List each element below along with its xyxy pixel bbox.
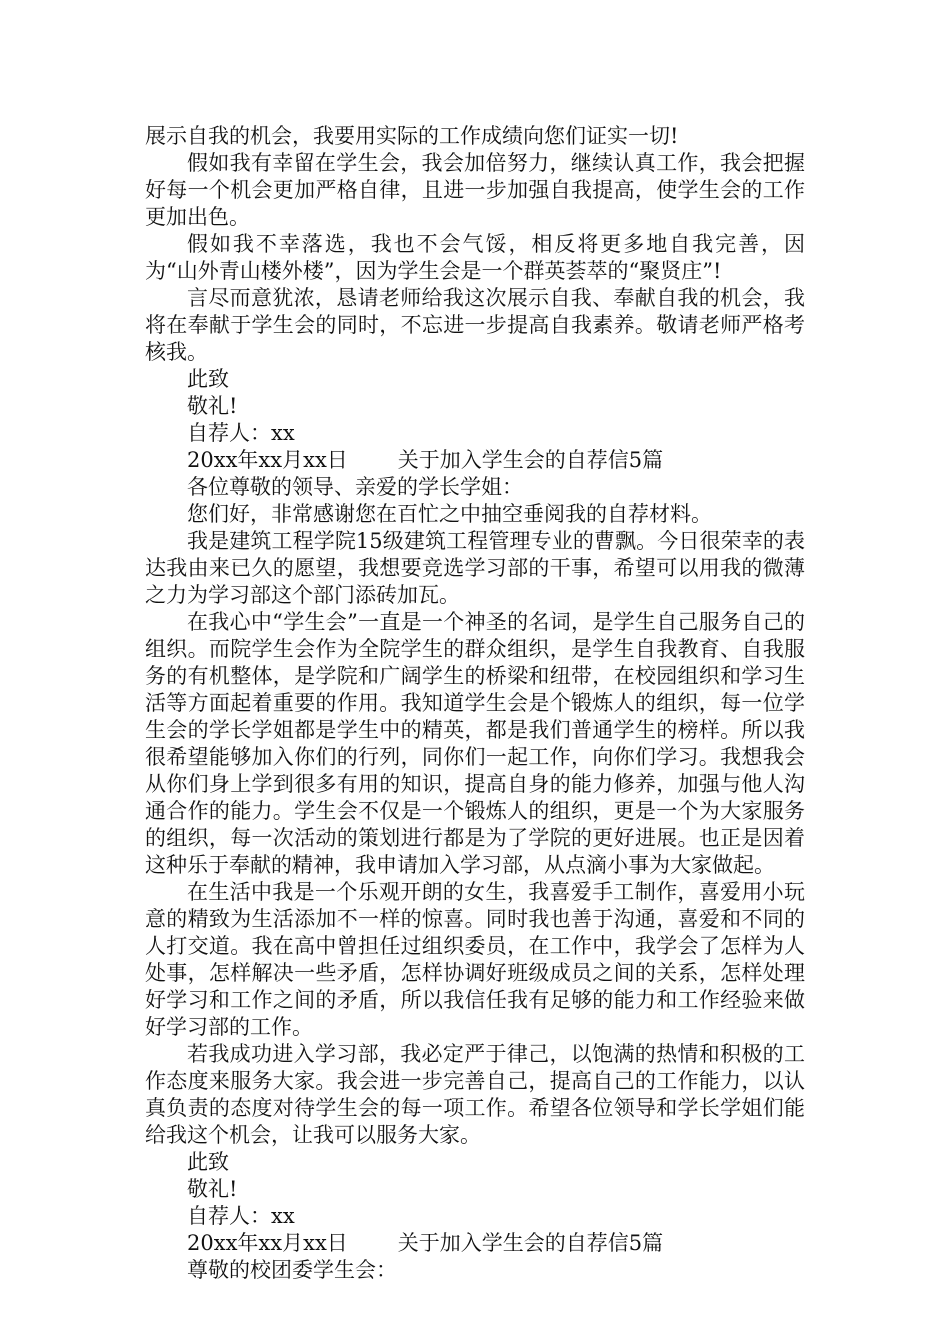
opening-line: 您们好，非常感谢您在百忙之中抽空垂阅我的自荐材料。 [187,502,712,526]
article-title: 关于加入学生会的自荐信5篇 [397,1231,664,1255]
paragraph: 言尽而意犹浓，恳请老师给我这次展示自我、奉献自我的机会，我将在奉献于学生会的同时，不忘进一步提高自我素养。敬请老师严格考核我。 [145,286,805,364]
closing-regards: 敬礼! [187,1177,238,1201]
date-title-line [145,1230,805,1257]
closing-salutation: 此致 [187,367,229,391]
paragraph: 若我成功进入学习部，我必定严于律己，以饱满的热情和积极的工作态度来服务大家。我会进一步完善自己，提高自己的工作能力，以认真负责的态度对待学生会的每一项工作。希望各位领导和学长学姐们能给我这个机会，让我可以服务大家。 [145,1042,805,1147]
paragraph: 在生活中我是一个乐观开朗的女生，我喜爱手工制作，喜爱用小玩意的精致为生活添加不一样的惊喜。同时我也善于沟通，喜爱和不同的人打交道。我在高中曾担任过组织委员，在工作中，我学会了怎样为人处事，怎样解决一些矛盾，怎样协调好班级成员之间的关系，怎样处理好学习和工作之间的矛盾，所以我信任我有足够的能力和工作经验来做好学习部的工作。 [145,880,805,1039]
article-title: 关于加入学生会的自荐信5篇 [397,448,664,472]
paragraph-continuation: 展示自我的机会，我要用实际的工作成绩向您们证实一切! [145,124,679,148]
signature-line: 自荐人：xx [187,421,295,445]
greeting: 尊敬的校团委学生会： [187,1258,397,1282]
closing-salutation: 此致 [187,1150,229,1174]
date-text: 20xx年xx月xx日 [187,1231,348,1255]
paragraph: 我是建筑工程学院15级建筑工程管理专业的曹飘。今日很荣幸的表达我由来已久的愿望，我想要竞选学习部的干事，希望可以用我的微薄之力为学习部这个部门添砖加瓦。 [145,529,805,607]
paragraph: 在我心中“学生会”一直是一个神圣的名词，是学生自己服务自己的组织。而院学生会作为全院学生的群众组织，是学生自我教育、自我服务的有机整体，是学院和广阔学生的桥梁和纽带，在校园组织和学习生活等方面起着重要的作用。我知道学生会是个锻炼人的组织，每一位学生会的学长学姐都是学生中的精英，都是我们普通学生的榜样。所以我很希望能够加入你们的行列，同你们一起工作，向你们学习。我想我会从你们身上学到很多有用的知识，提高自身的能力修养，加强与他人沟通合作的能力。学生会不仅是一个锻炼人的组织，更是一个为大家服务的组织，每一次活动的策划进行都是为了学院的更好进展。也正是因着这种乐于奉献的精神，我申请加入学习部，从点滴小事为大家做起。 [145,610,805,877]
document-body [145,123,805,1284]
date-title-line [145,447,805,474]
closing-regards: 敬礼! [187,394,238,418]
signature-line: 自荐人：xx [187,1204,295,1228]
greeting: 各位尊敬的领导、亲爱的学长学姐： [187,475,523,499]
paragraph: 假如我有幸留在学生会，我会加倍努力，继续认真工作，我会把握好每一个机会更加严格自律，且进一步加强自我提高，使学生会的工作更加出色。 [145,151,805,229]
paragraph: 假如我不幸落选，我也不会气馁，相反将更多地自我完善，因为“山外青山楼外楼”，因为学生会是一个群英荟萃的“聚贤庄”! [145,232,805,283]
date-text: 20xx年xx月xx日 [187,448,348,472]
